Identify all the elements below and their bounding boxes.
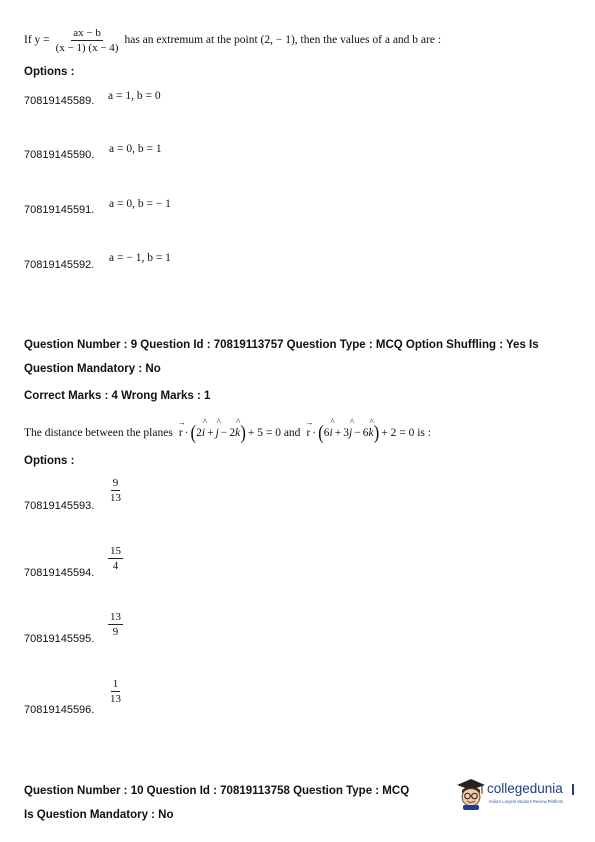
option-id: 70819145589. [24,95,95,107]
graduate-mascot-icon [456,778,486,810]
option-id: 70819145596. [24,704,95,716]
q8-option[interactable] [24,198,324,218]
option-text: a = 0, b = − 1 [109,198,171,210]
q9-header-line2: Question Mandatory : No [24,363,161,375]
option-fraction [108,611,123,638]
option-text: a = 1, b = 0 [108,90,161,102]
paren-open: ( [190,421,197,444]
fraction-denominator: 13 [110,492,121,504]
unit-k: ^ k [235,417,241,439]
q9-header-line1: Question Number : 9 Question Id : 70819113757 Question Type : MCQ Option Shuffling : Yes Is [24,339,539,351]
option-text: a = − 1, b = 1 [109,252,171,264]
q8-stem-prefix: If y = [24,34,50,46]
unit-j: ^ j [349,417,355,439]
option-fraction [108,545,123,572]
fraction-numerator: 9 [112,477,119,489]
option-id: 70819145592. [24,259,95,271]
coef: 2 [229,427,236,439]
q8-fraction-denominator: (x − 1) (x − 4) [55,41,119,54]
fraction-numerator: 15 [110,545,121,557]
q8-fraction-numerator: ax − b [73,26,101,39]
paren-close: ) [373,421,380,444]
coef: 3 [343,427,349,439]
q8-option[interactable] [24,252,324,272]
q8-stem [24,20,441,60]
option-id: 70819145595. [24,633,95,645]
coef: 6 [323,427,330,439]
vector-r: → r [305,418,314,439]
q8-stem-suffix: has an extremum at the point (2, − 1), then the values of a and b are : [124,34,442,46]
fraction-denominator: 4 [112,560,119,572]
q10-header-line2: Is Question Mandatory : No [24,809,174,821]
q9-marks: Correct Marks : 4 Wrong Marks : 1 [24,390,211,402]
q9-option[interactable] [24,678,324,718]
q9-options-label: Options : [24,455,75,467]
q9-option[interactable] [24,545,324,585]
q9-stem: The distance between the planes → r · ( 2 ^ i + ^ j − 2 ^ k ) + 5 = 0 and → r · ( 6 ^ i + 3 ^ j − 6 ^ k ) + 2 = 0 is : [24,417,431,444]
option-id: 70819145590. [24,149,95,161]
q9-stem-prefix: The distance between the planes [24,427,173,439]
q8-options-label: Options : [24,66,75,78]
q8-fraction [54,27,121,54]
vector-r: → r [177,418,186,439]
option-id: 70819145594. [24,567,95,579]
logo-wordmark: collegedunia [487,781,563,796]
paren-open: ( [318,421,324,444]
logo-accent-bar [572,784,574,795]
coef: 2 [196,427,202,439]
q9-stem-mid: + 5 = 0 and [247,427,301,439]
fraction-denominator: 9 [112,626,119,638]
fraction-denominator: 13 [110,693,121,705]
paren-close: ) [240,421,246,444]
q9-option[interactable] [24,477,324,517]
q8-option[interactable] [24,90,324,110]
option-fraction [108,477,123,504]
logo-tagline: India's Largest Student Review Platform [489,799,564,804]
option-id: 70819145591. [24,204,95,216]
q10-header-line1: Question Number : 10 Question Id : 70819113758 Question Type : MCQ [24,785,410,797]
unit-j: ^ j [215,417,221,439]
option-fraction [108,678,123,705]
fraction-numerator: 1 [112,678,119,690]
q8-option[interactable] [24,143,324,163]
coef: 6 [362,427,369,439]
unit-i: ^ i [201,417,208,439]
q9-option[interactable] [24,611,324,651]
option-text: a = 0, b = 1 [109,143,162,155]
fraction-numerator: 13 [110,611,121,623]
collegedunia-logo [456,778,576,812]
unit-k: ^ k [368,417,374,439]
unit-i: ^ i [329,417,335,439]
option-id: 70819145593. [24,500,95,512]
q9-stem-suffix: + 2 = 0 is : [381,427,431,439]
